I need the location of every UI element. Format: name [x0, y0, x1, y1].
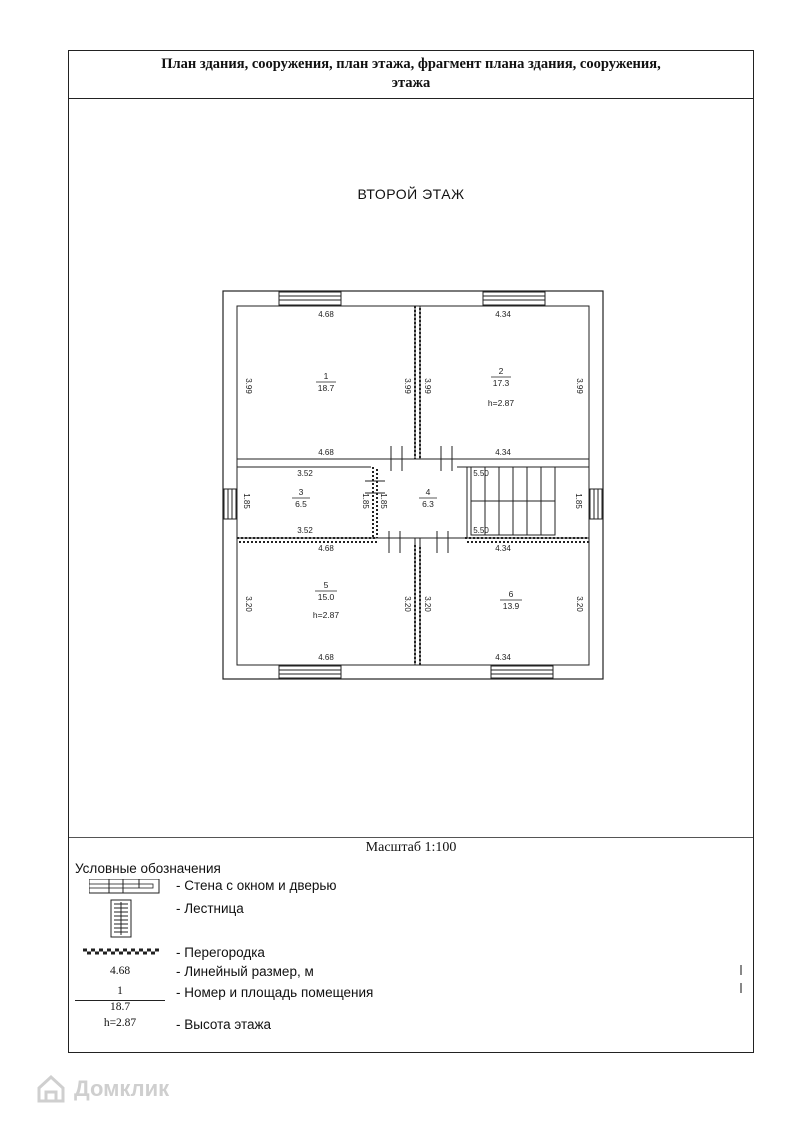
legend-separator	[69, 837, 753, 838]
svg-text:17.3: 17.3	[492, 378, 510, 388]
room-6-label	[500, 589, 522, 611]
dim-room6-left: 3.20	[423, 596, 432, 612]
dim-stair-top: 5.50	[473, 469, 489, 478]
dim-room4-left: 1.85	[379, 493, 388, 509]
svg-text:3: 3	[298, 487, 304, 497]
window-top-right	[483, 292, 545, 305]
svg-text:h=2.87: h=2.87	[487, 398, 515, 408]
room-1-label	[316, 371, 336, 393]
window-left-side	[224, 489, 236, 519]
dim-room2-right: 3.99	[575, 378, 584, 394]
svg-text:6: 6	[508, 589, 514, 599]
dim-room2-left: 3.99	[423, 378, 432, 394]
drawing-sheet	[68, 50, 754, 1053]
svg-text:18.7: 18.7	[317, 383, 335, 393]
legend-partition-label: - Перегородка	[176, 945, 265, 960]
window-bottom-right	[491, 666, 553, 678]
legend-stairs-label: - Лестница	[176, 901, 244, 916]
legend-wall-symbol	[89, 879, 161, 895]
legend-room-number-symbol: 1	[117, 985, 123, 997]
svg-text:2: 2	[498, 366, 504, 376]
legend-stairs-symbol	[110, 899, 132, 939]
title-line-1: План здания, сооружения, план этажа, фрагмент плана здания, сооружения,	[161, 56, 661, 72]
dim-room5-left: 3.20	[244, 596, 253, 612]
dim-room3-left: 1.85	[242, 493, 251, 509]
dim-room3-bottom: 3.52	[297, 526, 313, 535]
svg-text:5: 5	[323, 580, 329, 590]
dim-room6-bottom: 4.34	[495, 653, 511, 662]
dim-stair-right: 1.85	[574, 493, 583, 509]
legend-height-symbol: h=2.87	[103, 1017, 137, 1029]
svg-text:6.5: 6.5	[295, 499, 307, 509]
title-line-2: этажа	[391, 75, 431, 91]
window-bottom-left	[279, 666, 341, 678]
legend-partition-symbol	[83, 948, 161, 956]
room-2-label	[488, 366, 515, 408]
svg-text:h=2.87: h=2.87	[312, 610, 340, 620]
legend-dimension-symbol: 4.68	[109, 965, 131, 977]
svg-text:6.3: 6.3	[422, 499, 434, 509]
watermark-text: Домклик	[74, 1076, 170, 1101]
dim-room5-top: 4.68	[318, 544, 334, 553]
house-logo-icon	[36, 1074, 66, 1104]
svg-text:15.0: 15.0	[317, 592, 335, 602]
dim-stair-bottom: 5.50	[473, 526, 489, 535]
dim-room2-top: 4.34	[495, 310, 511, 319]
dim-room1-left: 3.99	[244, 378, 253, 394]
svg-text:13.9: 13.9	[502, 601, 520, 611]
watermark	[36, 1074, 169, 1104]
svg-text:4: 4	[425, 487, 431, 497]
dim-room6-right: 3.20	[575, 596, 584, 612]
legend-dimension-label: - Линейный размер, м	[176, 964, 314, 979]
legend-height-label: - Высота этажа	[176, 1017, 272, 1032]
legend-title: Условные обозначения	[75, 861, 221, 876]
dim-room1-right: 3.99	[403, 378, 412, 394]
scale-label: Масштаб 1:100	[365, 840, 457, 855]
edge-marks	[731, 965, 745, 995]
legend-room-area-symbol: 18.7	[109, 1001, 131, 1013]
dim-room6-top: 4.34	[495, 544, 511, 553]
legend-wall-label: - Стена с окном и дверью	[176, 878, 337, 893]
dim-room1-bottom: 4.68	[318, 448, 334, 457]
floor-label: ВТОРОЙ ЭТАЖ	[357, 186, 465, 202]
legend-room-label: - Номер и площадь помещения	[176, 985, 374, 1000]
dim-room3-top: 3.52	[297, 469, 313, 478]
dim-room2-bottom: 4.34	[495, 448, 511, 457]
room-4-label	[419, 487, 437, 509]
room-5-label	[313, 580, 340, 620]
window-top-left	[279, 292, 341, 305]
dim-room3-right: 1.85	[361, 493, 370, 509]
dim-room5-bottom: 4.68	[318, 653, 334, 662]
window-right-side	[590, 489, 602, 519]
floor-plan	[69, 51, 755, 837]
dim-room5-right: 3.20	[403, 596, 412, 612]
svg-text:1: 1	[323, 371, 329, 381]
dim-room1-top: 4.68	[318, 310, 334, 319]
room-3-label	[292, 487, 310, 509]
